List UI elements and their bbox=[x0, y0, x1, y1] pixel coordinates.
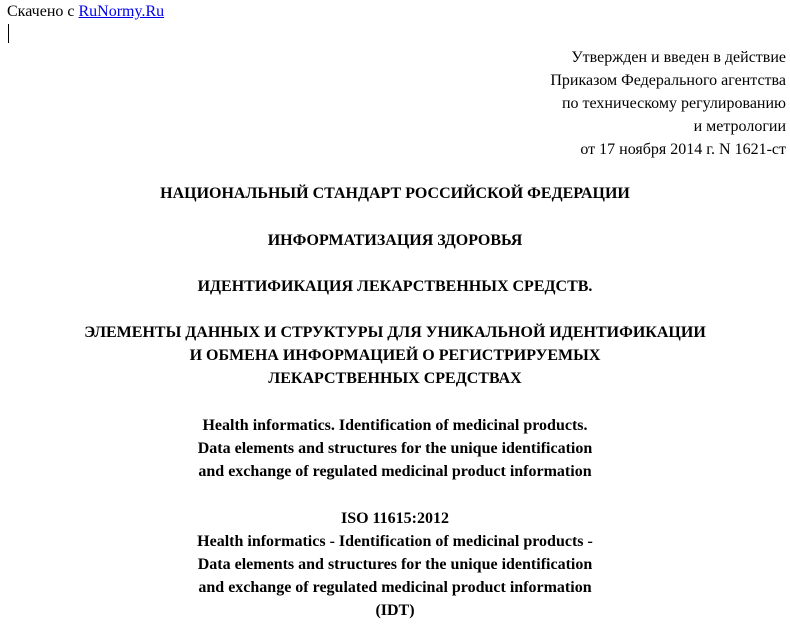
iso-reference bbox=[0, 507, 790, 622]
approval-line: Утвержден и введен в действие bbox=[571, 49, 786, 66]
standard-title: НАЦИОНАЛЬНЫЙ СТАНДАРТ РОССИЙСКОЙ ФЕДЕРАЦИИ bbox=[160, 185, 630, 202]
iso-title-line: and exchange of regulated medicinal product information bbox=[198, 579, 592, 596]
approval-line: от 17 ноября 2014 г. N 1621-ст bbox=[580, 141, 786, 158]
iso-number: ISO 11615:2012 bbox=[340, 510, 449, 527]
english-title-line: Data elements and structures for the unique identification bbox=[197, 440, 593, 457]
informatization-heading: ИНФОРМАТИЗАЦИЯ ЗДОРОВЬЯ bbox=[267, 232, 523, 249]
iso-title-line: Data elements and structures for the unique identification bbox=[197, 556, 593, 573]
english-title-line: Health informatics. Identification of medicinal products. bbox=[202, 417, 588, 434]
elements-heading-line: ЭЛЕМЕНТЫ ДАННЫХ И СТРУКТУРЫ ДЛЯ УНИКАЛЬНОЙ ИДЕНТИФИКАЦИИ bbox=[84, 324, 706, 341]
runormy-link[interactable]: RuNormy.Ru bbox=[78, 3, 165, 20]
source-line bbox=[7, 1, 164, 23]
elements-heading-line: И ОБМЕНА ИНФОРМАЦИЕЙ О РЕГИСТРИРУЕМЫХ bbox=[189, 347, 601, 364]
approval-line: по техническому регулированию bbox=[561, 95, 786, 112]
approval-line: Приказом Федерального агентства bbox=[550, 72, 786, 89]
source-prefix: Скачено с bbox=[7, 3, 79, 20]
identification-heading: ИДЕНТИФИКАЦИЯ ЛЕКАРСТВЕННЫХ СРЕДСТВ. bbox=[197, 278, 593, 295]
iso-title-line: Health informatics - Identification of medicinal products - bbox=[197, 533, 593, 550]
english-title bbox=[0, 414, 790, 483]
elements-heading bbox=[0, 321, 790, 390]
text-cursor bbox=[8, 24, 9, 43]
approval-block bbox=[550, 46, 786, 161]
approval-line: и метрологии bbox=[693, 118, 786, 135]
iso-idt: (IDT) bbox=[375, 602, 415, 619]
elements-heading-line: ЛЕКАРСТВЕННЫХ СРЕДСТВАХ bbox=[268, 370, 522, 387]
english-title-line: and exchange of regulated medicinal product information bbox=[198, 463, 592, 480]
